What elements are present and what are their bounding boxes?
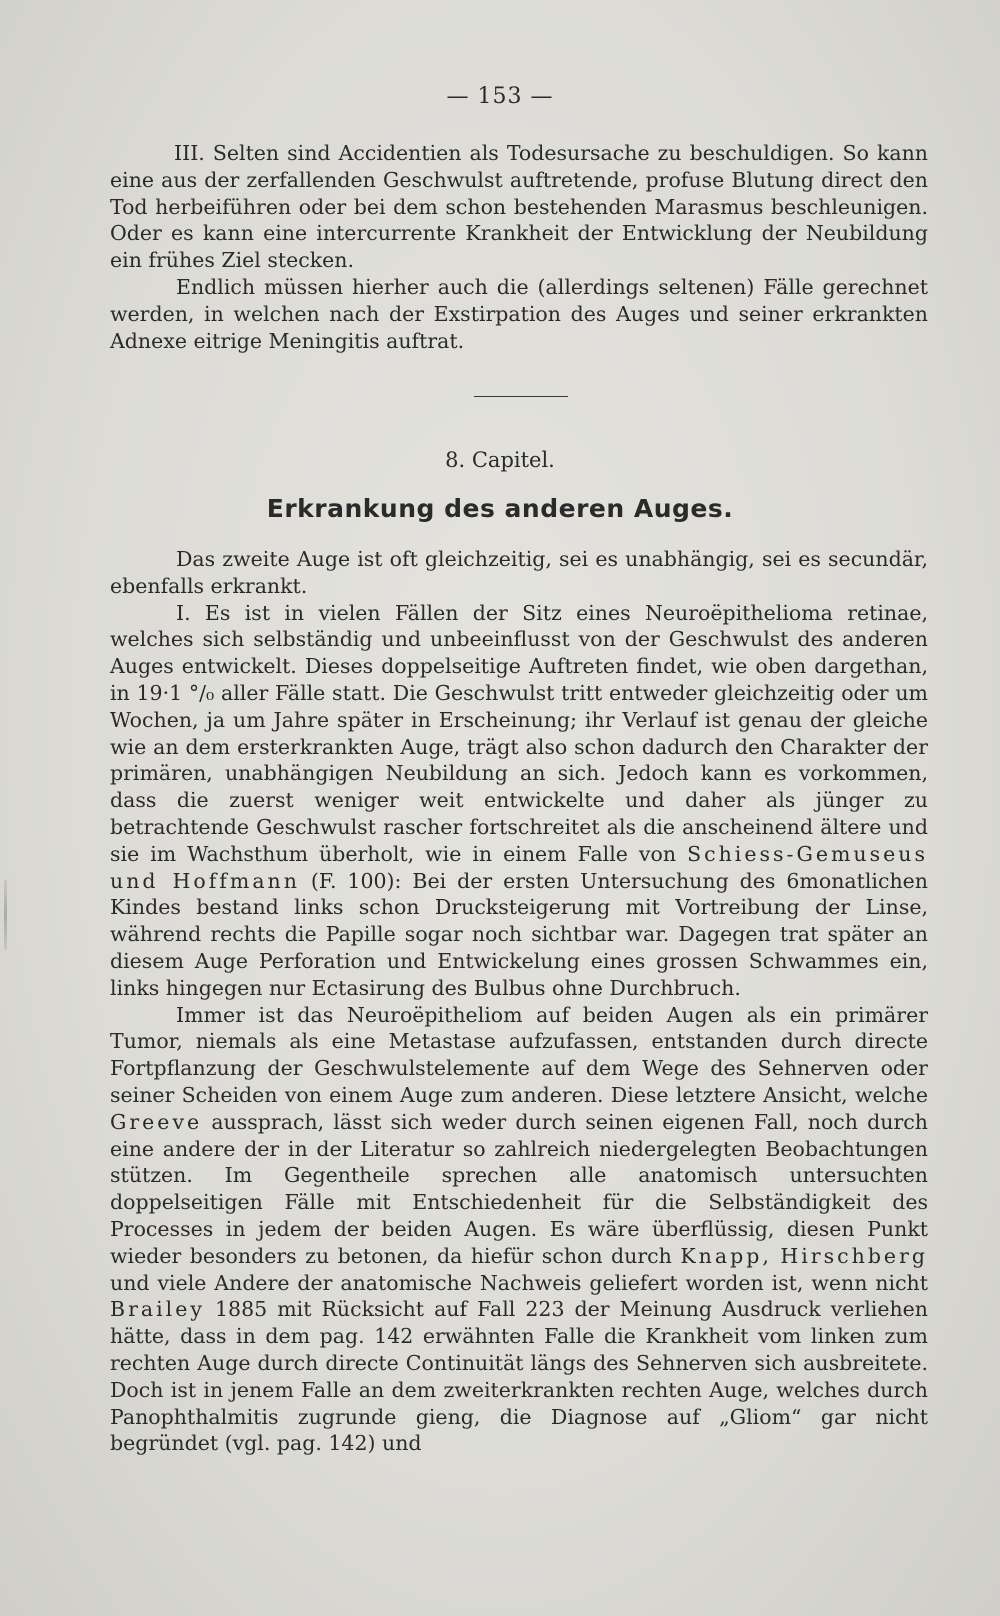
paragraph-text: und viele Andere der anatomische Nachweis geliefert worden ist, wenn nicht [110,1270,928,1295]
paragraph-text: I. Es ist in vielen Fällen der Sitz eines Neuroëpithelioma retinae, welches sich selbständig und unbeeinflusst von der Geschwulst des anderen Auges entwickelt. Dieses doppelseitige Auftreten findet, wie oben dargethan, in 19·1 °/₀ aller Fälle statt. Die Geschwulst tritt entweder gleichzeitig oder um Wochen, ja um Jahre später in Erscheinung; ihr Verlauf ist genau der gleiche wie an dem ersterkrankten Auge, trägt also schon dadurch den Charakter der primären, unabhängigen Neubildung an sich. Jedoch kann es vorkommen, dass die zuerst weniger weit entwickelte und daher als jünger zu betrachtende Geschwulst rascher fortschreitet als die anscheinend ältere und sie im Wachsthum überholt, wie in einem Falle von [110,600,928,866]
paragraph-independent-tumor [110,600,928,1002]
chapter-title: Erkrankung des anderen Auges. [266,494,734,523]
page-number: — 153 — [446,84,554,109]
section-other-eye [110,546,928,1457]
author-brailey: Brailey [110,1297,205,1322]
section-accidents [110,140,928,354]
paragraph-accidents: III. Selten sind Accidentien als Todesursache zu beschuldigen. So kann eine aus der zerfallenden Geschwulst auftretende, profuse Blutung direct den Tod herbeiführen oder bei dem schon bestehenden Marasmus beschleunigen. Oder es kann eine intercurrente Krankheit der Entwicklung der Neubildung ein frühes Ziel stecken. [110,141,928,273]
paragraph-text: Immer ist das Neuroëpitheliom auf beiden Augen als ein primärer Tumor, niemals als eine Metastase aufzufassen, entstanden durch directe Fortpflanzung der Geschwulstelemente auf dem Wege des Sehnerven oder seiner Scheiden von einem Auge zum anderen. Diese letztere Ansicht, welche [110,1002,928,1107]
paragraph-intro: Das zweite Auge ist oft gleichzeitig, sei es unabhängig, sei es secundär, ebenfalls erkrankt. [110,547,928,598]
section-divider [474,396,568,397]
paragraph-text: aussprach, lässt sich weder durch seinen eigenen Fall, noch durch eine andere der in der Literatur so zahlreich niedergelegten Beobachtungen stützen. Im Gegentheile sprechen alle anatomisch untersuchten doppelseitigen Fälle mit Entschiedenheit für die Selbständigkeit des Processes in jedem der beiden Augen. Es wäre überflüssig, diesen Punkt wieder besonders zu betonen, da hiefür schon durch [110,1109,928,1268]
paragraph-meningitis: Endlich müssen hierher auch die (allerdings seltenen) Fälle gerechnet werden, in welchen nach der Exstirpation des Auges und seiner erkrankten Adnexe eitrige Meningitis auftrat. [110,274,928,353]
paragraph-primary-tumor [110,1002,928,1458]
paragraph-text: (F. 100): Bei der ersten Untersuchung des 6monatlichen Kindes bestand links schon Drucksteigerung mit Vortreibung der Linse, während rechts die Papille sogar noch sichtbar war. Dagegen trat später an diesem Auge Perforation und Entwickelung eines grossen Schwammes ein, links hingegen nur Ectasirung des Bulbus ohne Durchbruch. [110,868,928,1000]
chapter-label: 8. Capitel. [445,448,555,472]
author-hirschberg: Hirschberg [780,1243,928,1268]
author-greeve: Greeve [110,1109,203,1134]
author-names: Schiess-Gemuseus und Hoffmann [110,841,928,893]
paragraph-text: 1885 mit Rücksicht auf Fall 223 der Meinung Ausdruck verliehen hätte, dass in dem pag. 142 erwähnten Falle die Krankheit vom linken zum rechten Auge durch directe Continuität längs des Sehnerven sich ausbreitete. Doch ist in jenem Falle an dem zweiterkrankten rechten Auge, welches durch Panophthalmitis zugrunde gieng, die Diagnose auf „Gliom“ gar nicht begründet (vgl. pag. 142) und [110,1297,928,1456]
author-knapp: Knapp, [680,1243,772,1268]
margin-scan-mark [4,880,7,950]
